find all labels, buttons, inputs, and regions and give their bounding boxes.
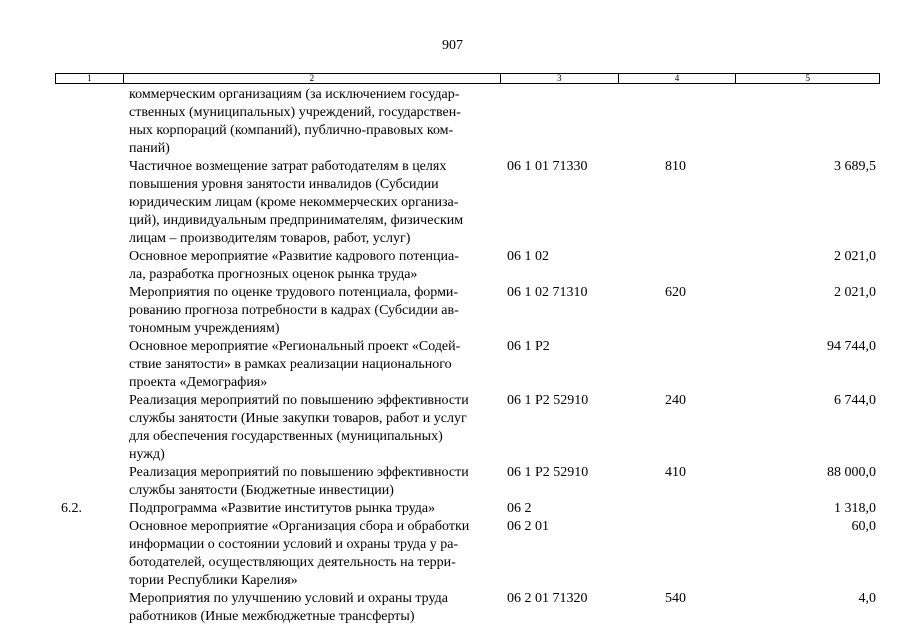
row-number xyxy=(55,464,123,500)
row-amount: 2 021,0 xyxy=(834,285,876,300)
row-number xyxy=(55,248,123,284)
row-code xyxy=(501,86,619,158)
description-line: Основное мероприятие «Организация сбора и обработки xyxy=(129,519,470,534)
table-body xyxy=(55,86,880,626)
row-amount: 3 689,5 xyxy=(834,159,876,174)
table-row xyxy=(55,590,880,626)
description-line: службы занятости (Бюджетные инвестиции) xyxy=(129,483,394,498)
description-line: Мероприятия по оценке трудового потенциала, форми- xyxy=(129,285,459,300)
row-expense-type xyxy=(619,500,737,518)
row-number xyxy=(55,86,123,158)
table-row xyxy=(55,464,880,500)
column-header-3: 3 xyxy=(501,74,619,83)
description-line: ботодателей, осуществляющих деятельность на терри- xyxy=(129,555,456,570)
description-line: информации о состоянии условий и охраны труда у ра- xyxy=(129,537,459,552)
row-amount: 94 744,0 xyxy=(827,339,876,354)
row-amount: 60,0 xyxy=(851,519,876,534)
row-expense-type xyxy=(619,518,737,590)
row-expense-type: 410 xyxy=(665,465,686,480)
description-line: ла, разработка прогнозных оценок рынка труда» xyxy=(129,267,418,282)
row-number xyxy=(55,392,123,464)
row-code: 06 1 P2 52910 xyxy=(507,465,589,480)
row-number xyxy=(55,284,123,338)
table-row xyxy=(55,158,880,248)
row-description xyxy=(123,500,501,518)
description-line: лицам – производителям товаров, работ, услуг) xyxy=(129,231,411,246)
row-number: 6.2. xyxy=(61,501,82,516)
row-number xyxy=(55,338,123,392)
row-code: 06 2 xyxy=(507,501,532,516)
description-line: работников (Иные межбюджетные трансферты) xyxy=(129,609,415,624)
row-number xyxy=(55,518,123,590)
column-header-1: 1 xyxy=(56,74,124,83)
page-number: 907 xyxy=(442,38,463,53)
description-line: коммерческим организациям (за исключением государ- xyxy=(129,87,460,102)
description-line: юридическим лицам (кроме некоммерческих организа- xyxy=(129,195,459,210)
row-description xyxy=(123,284,501,338)
row-number xyxy=(55,590,123,626)
row-code: 06 1 02 71310 xyxy=(507,285,588,300)
row-description xyxy=(123,86,501,158)
row-number xyxy=(55,158,123,248)
row-description xyxy=(123,158,501,248)
description-line: паний) xyxy=(129,141,170,156)
description-line: Реализация мероприятий по повышению эффективности xyxy=(129,465,469,480)
row-amount: 1 318,0 xyxy=(834,501,876,516)
row-amount: 6 744,0 xyxy=(834,393,876,408)
description-line: Мероприятия по улучшению условий и охраны труда xyxy=(129,591,448,606)
row-expense-type: 620 xyxy=(665,285,686,300)
row-expense-type xyxy=(619,338,737,392)
row-expense-type: 810 xyxy=(665,159,686,174)
row-amount: 88 000,0 xyxy=(827,465,876,480)
description-line: ных корпораций (компаний), публично-правовых ком- xyxy=(129,123,454,138)
row-code: 06 2 01 71320 xyxy=(507,591,588,606)
row-expense-type xyxy=(619,86,737,158)
table-row xyxy=(55,248,880,284)
description-line: для обеспечения государственных (муниципальных) xyxy=(129,429,443,444)
row-amount xyxy=(737,86,880,158)
table-row xyxy=(55,500,880,518)
description-line: тории Республики Карелия» xyxy=(129,573,298,588)
description-line: ственных (муниципальных) учреждений, государствен- xyxy=(129,105,461,120)
row-code: 06 1 P2 xyxy=(507,339,550,354)
row-description xyxy=(123,590,501,626)
row-description xyxy=(123,248,501,284)
row-description xyxy=(123,338,501,392)
description-line: нужд) xyxy=(129,447,165,462)
row-code: 06 1 01 71330 xyxy=(507,159,588,174)
table-row xyxy=(55,338,880,392)
description-line: Частичное возмещение затрат работодателям в целях xyxy=(129,159,447,174)
row-amount: 4,0 xyxy=(858,591,876,606)
table-row xyxy=(55,284,880,338)
column-header-2: 2 xyxy=(124,74,501,83)
table-row xyxy=(55,392,880,464)
description-line: проекта «Демография» xyxy=(129,375,268,390)
row-code: 06 1 02 xyxy=(507,249,549,264)
row-expense-type: 240 xyxy=(665,393,686,408)
description-line: Основное мероприятие «Развитие кадрового потенциа- xyxy=(129,249,459,264)
description-line: Основное мероприятие «Региональный проект «Содей- xyxy=(129,339,461,354)
column-header-5: 5 xyxy=(805,73,810,83)
row-expense-type: 540 xyxy=(665,591,686,606)
row-description xyxy=(123,392,501,464)
table-row xyxy=(55,86,880,158)
row-description xyxy=(123,464,501,500)
row-expense-type xyxy=(619,248,737,284)
row-code: 06 1 P2 52910 xyxy=(507,393,589,408)
row-amount: 2 021,0 xyxy=(834,249,876,264)
row-description xyxy=(123,518,501,590)
description-line: службы занятости (Иные закупки товаров, работ и услуг xyxy=(129,411,467,426)
description-line: Реализация мероприятий по повышению эффективности xyxy=(129,393,469,408)
table-row xyxy=(55,518,880,590)
description-line: тономным учреждениям) xyxy=(129,321,280,336)
description-line: ций), индивидуальным предпринимателям, физическим xyxy=(129,213,464,228)
description-line: ствие занятости» в рамках реализации национального xyxy=(129,357,452,372)
column-header-4: 4 xyxy=(619,74,737,83)
description-line: рованию прогноза потребности в кадрах (Субсидии ав- xyxy=(129,303,459,318)
row-code: 06 2 01 xyxy=(507,519,549,534)
description-line: повышения уровня занятости инвалидов (Субсидии xyxy=(129,177,439,192)
description-line: Подпрограмма «Развитие институтов рынка труда» xyxy=(129,501,436,516)
table-header xyxy=(55,73,880,84)
